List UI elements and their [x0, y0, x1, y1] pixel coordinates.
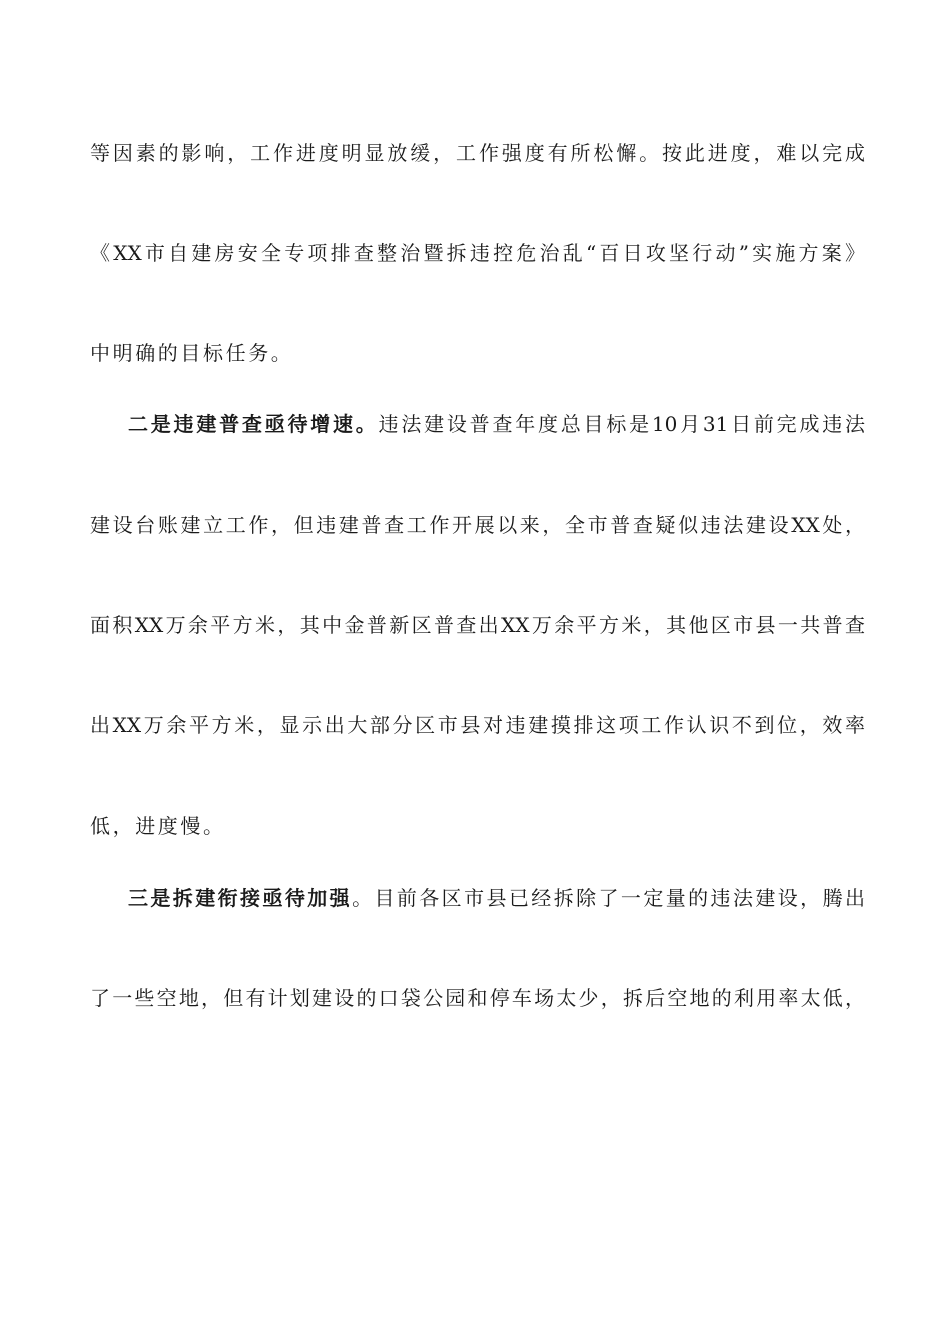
paragraph-2-line-4: 出XX万余平方米，显示出大部分区市县对违建摸排这项工作认识不到位，效率	[90, 713, 865, 737]
paragraph-2-line-3: 面积XX万余平方米，其中金普新区普查出XX万余平方米，其他区市县一共普查	[90, 613, 865, 637]
paragraph-3-heading: 三是拆建衔接亟待加强	[128, 886, 353, 910]
paragraph-2-heading: 二是违建普查亟待增速。	[128, 412, 379, 436]
paragraph-1-line-2: 《XX市自建房安全专项排查整治暨拆违控危治乱“百日攻坚行动”实施方案》	[90, 241, 865, 265]
paragraph-1-line-1: 等因素的影响，工作进度明显放缓，工作强度有所松懈。按此进度，难以完成	[90, 141, 865, 165]
paragraph-2-line-1	[128, 410, 865, 438]
paragraph-3-line-1	[128, 884, 865, 912]
paragraph-1-line-3: 中明确的目标任务。	[90, 341, 294, 365]
paragraph-3-line-1-text: 。目前各区市县已经拆除了一定量的违法建设，腾出	[352, 886, 865, 910]
paragraph-2-line-1-text: 违法建设普查年度总目标是10月31日前完成违法	[378, 412, 865, 436]
paragraph-3-line-2: 了一些空地，但有计划建设的口袋公园和停车场太少，拆后空地的利用率太低，	[90, 986, 865, 1010]
paragraph-2-line-2: 建设台账建立工作，但违建普查工作开展以来，全市普查疑似违法建设XX处，	[90, 513, 865, 537]
paragraph-2-line-5: 低，进度慢。	[90, 814, 226, 838]
